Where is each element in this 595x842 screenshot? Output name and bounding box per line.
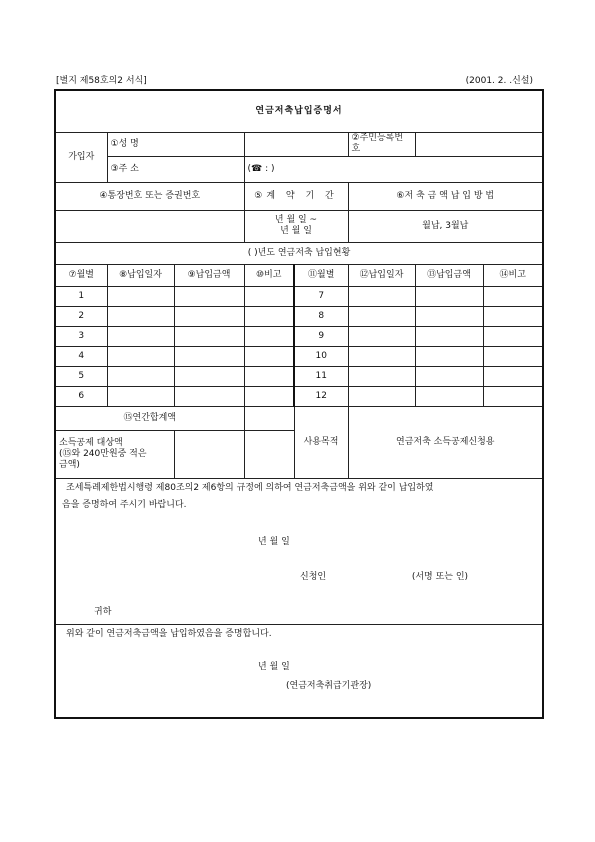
resident-number-field[interactable] [415, 132, 543, 156]
table-row [55, 306, 543, 326]
recipient-label: 귀하 [94, 606, 112, 617]
phone-field[interactable]: (☎ : ) [247, 163, 275, 174]
contract-period-end: 년 월 일 [280, 226, 312, 236]
amount-cell[interactable] [174, 386, 244, 406]
remarks-cell[interactable] [483, 386, 543, 406]
table-row [55, 346, 543, 366]
deduction-label [55, 430, 174, 478]
month-cell: 5 [55, 366, 107, 386]
remarks-cell[interactable] [244, 366, 294, 386]
passbook-number-field[interactable] [55, 210, 244, 242]
remarks-cell[interactable] [244, 326, 294, 346]
col-amount-right: ⑬납입금액 [415, 264, 483, 286]
table-row [55, 326, 543, 346]
remarks-cell[interactable] [483, 326, 543, 346]
pay-date-cell[interactable] [348, 306, 415, 326]
amount-cell[interactable] [415, 386, 483, 406]
pay-date-cell[interactable] [107, 346, 174, 366]
amount-cell[interactable] [415, 346, 483, 366]
pay-date-cell[interactable] [348, 286, 415, 306]
amount-cell[interactable] [415, 286, 483, 306]
deduction-label-line2: (⑮와 240만원중 적은 [59, 448, 147, 459]
col-month-left: ⑦월별 [55, 264, 107, 286]
request-section [55, 478, 543, 624]
remarks-cell[interactable] [244, 286, 294, 306]
month-cell: 3 [55, 326, 107, 346]
contract-period-field[interactable] [244, 210, 348, 242]
deduction-amount-field[interactable] [174, 430, 244, 478]
amount-cell[interactable] [174, 286, 244, 306]
amount-cell[interactable] [174, 326, 244, 346]
name-label: ①성 명 [107, 132, 244, 156]
revision-note: (2001. 2. .신설) [465, 76, 533, 86]
request-line2: 음을 증명하여 주시기 바랍니다. [62, 499, 187, 510]
certification-text: 위와 같이 연금저축금액을 납입하였음을 증명합니다. [66, 628, 272, 639]
pay-date-cell[interactable] [348, 386, 415, 406]
applicant-label: 신청인 [300, 571, 327, 582]
remarks-cell[interactable] [483, 286, 543, 306]
deduction-label-line3: 금액) [59, 459, 80, 470]
month-cell: 11 [294, 366, 348, 386]
contract-period-label: ⑤계 약 기 간 [244, 182, 348, 210]
purpose-label: 사용목적 [294, 406, 348, 478]
month-cell: 6 [55, 386, 107, 406]
request-line1: 조세특례제한법시행령 제80조의2 제6항의 규정에 의하여 연금저축금액을 위와 같이 납입하였 [66, 482, 434, 493]
deduction-remarks-field[interactable] [244, 430, 294, 478]
document-title: 연금저축납입증명서 [55, 90, 543, 132]
table-row [55, 366, 543, 386]
subscriber-label: 가입자 [55, 132, 107, 182]
month-cell: 9 [294, 326, 348, 346]
month-cell: 1 [55, 286, 107, 306]
address-label: ③주 소 [107, 156, 244, 182]
amount-cell[interactable] [415, 306, 483, 326]
signature-label[interactable]: (서명 또는 인) [411, 571, 469, 582]
table-row [55, 386, 543, 406]
amount-cell[interactable] [174, 346, 244, 366]
name-field[interactable] [244, 132, 348, 156]
pay-date-cell[interactable] [107, 366, 174, 386]
month-cell: 2 [55, 306, 107, 326]
form-reference: [별지 제58호의2 서식] [56, 76, 147, 86]
month-cell: 7 [294, 286, 348, 306]
certification-section [55, 624, 543, 718]
certification-date: 년 월 일 [258, 661, 290, 672]
remarks-cell[interactable] [483, 346, 543, 366]
remarks-cell[interactable] [244, 306, 294, 326]
deduction-label-line1: 소득공제 대상액 [59, 437, 123, 448]
purpose-value: 연금저축 소득공제신청용 [348, 406, 543, 478]
remarks-cell[interactable] [244, 346, 294, 366]
payment-status-heading: ( )년도 연금저축 납입현황 [55, 242, 543, 264]
remarks-cell[interactable] [244, 386, 294, 406]
col-remarks-left: ⑩비고 [244, 264, 294, 286]
request-date: 년 월 일 [258, 536, 290, 547]
table-row [55, 286, 543, 306]
payment-method-label: ⑥저 축 금 액 납 입 방 법 [348, 182, 543, 210]
month-cell: 4 [55, 346, 107, 366]
amount-cell[interactable] [415, 326, 483, 346]
col-remarks-right: ⑭비고 [483, 264, 543, 286]
pay-date-cell[interactable] [107, 306, 174, 326]
address-field[interactable] [244, 156, 543, 182]
pay-date-cell[interactable] [348, 346, 415, 366]
payment-method-value: 월납, 3월납 [348, 210, 543, 242]
amount-cell[interactable] [174, 366, 244, 386]
amount-cell[interactable] [415, 366, 483, 386]
issuer-label: (연금저축취급기관장) [286, 680, 372, 691]
remarks-cell[interactable] [483, 306, 543, 326]
amount-cell[interactable] [174, 306, 244, 326]
month-cell: 8 [294, 306, 348, 326]
annual-total-label: ⑮연간합계액 [55, 406, 244, 430]
col-amount-left: ⑨납입금액 [174, 264, 244, 286]
passbook-number-label: ④통장번호 또는 증권번호 [55, 182, 244, 210]
resident-number-label: ②주민등록번호 [348, 132, 415, 156]
col-pay-date-right: ⑫납입일자 [348, 264, 415, 286]
pay-date-cell[interactable] [348, 366, 415, 386]
col-month-right: ⑪월별 [294, 264, 348, 286]
pay-date-cell[interactable] [107, 286, 174, 306]
pay-date-cell[interactable] [348, 326, 415, 346]
month-cell: 10 [294, 346, 348, 366]
remarks-cell[interactable] [483, 366, 543, 386]
contract-period-start: 년 월 일 ~ [274, 215, 318, 225]
certificate-form [54, 89, 544, 719]
annual-total-field[interactable] [244, 406, 294, 430]
col-pay-date-left: ⑧납입일자 [107, 264, 174, 286]
pay-date-cell[interactable] [107, 386, 174, 406]
pay-date-cell[interactable] [107, 326, 174, 346]
month-cell: 12 [294, 386, 348, 406]
